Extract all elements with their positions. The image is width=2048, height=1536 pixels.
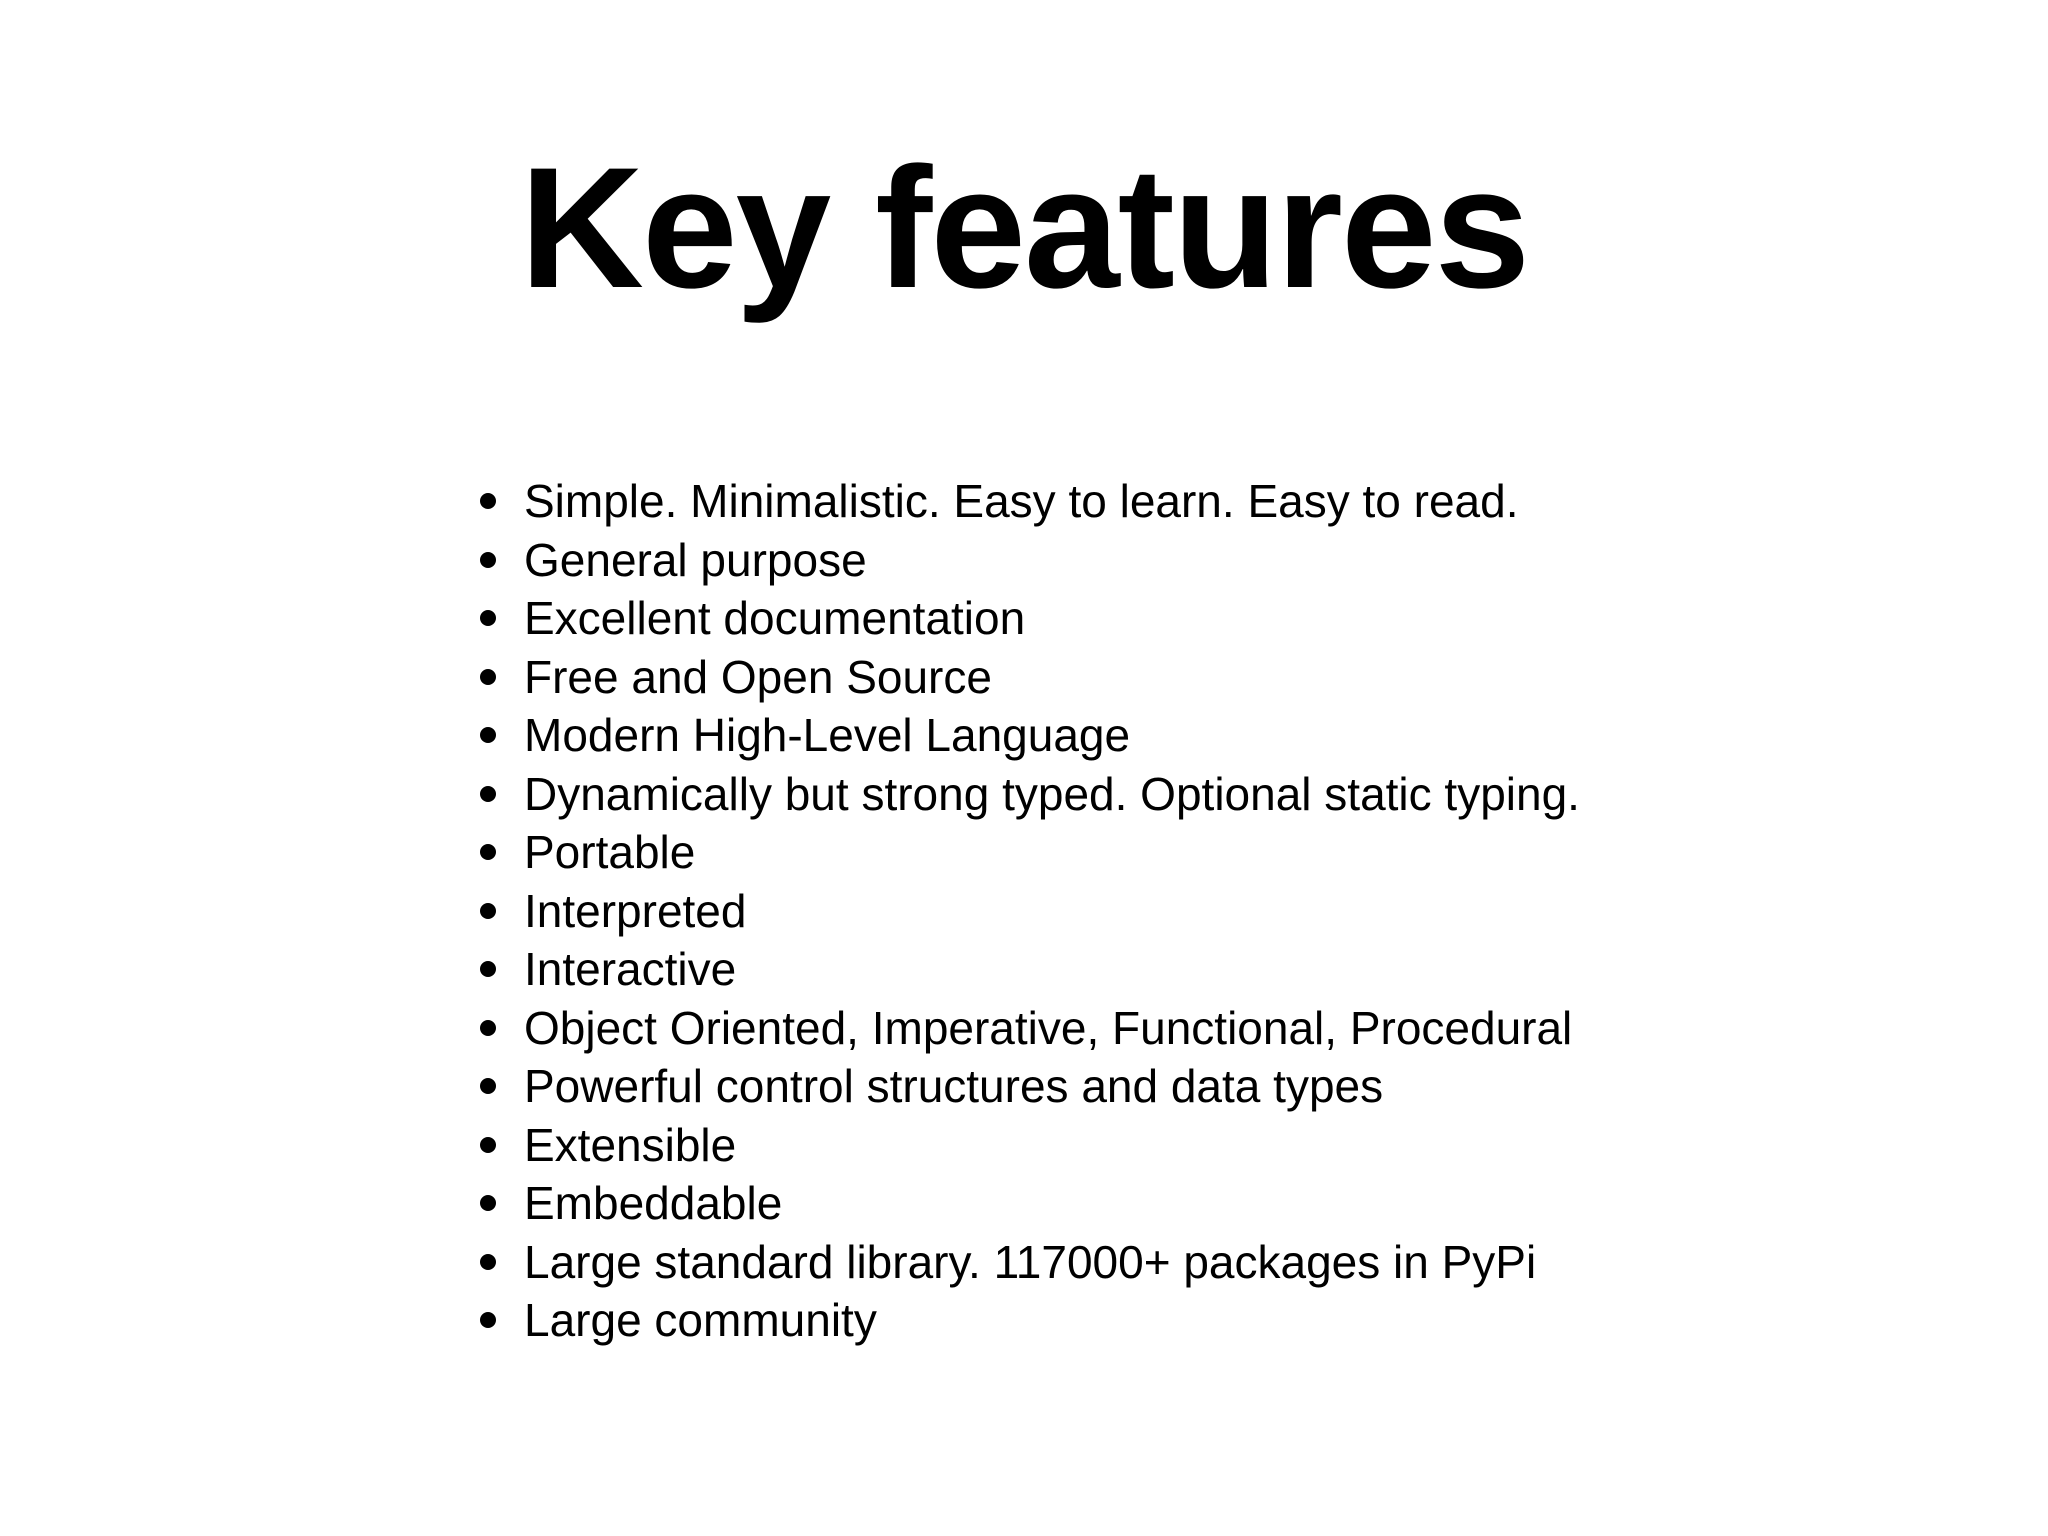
list-item-text: Large standard library. 117000+ packages in PyPi (524, 1235, 1537, 1288)
bullet-icon (480, 903, 496, 919)
list-item (480, 823, 1580, 882)
list-item-text: Excellent documentation (524, 592, 1026, 644)
list-item (480, 1174, 1580, 1233)
list-item-text: Object Oriented, Imperative, Functional, Procedural (524, 1001, 1573, 1054)
bullet-icon (480, 727, 496, 743)
list-item (480, 1291, 1580, 1350)
bullet-icon (480, 552, 496, 568)
bullet-icon (480, 844, 496, 860)
list-item-text: Modern High-Level Language (524, 709, 1131, 761)
feature-list (480, 472, 1580, 1350)
list-item (480, 1057, 1580, 1116)
list-item-text: Large community (524, 1294, 877, 1346)
list-item-text: Interpreted (524, 884, 747, 937)
list-item-text: Interactive (524, 943, 737, 995)
list-item-text: Simple. Minimalistic. Easy to learn. Easy to read. (524, 475, 1519, 527)
list-item (480, 589, 1580, 648)
bullet-icon (480, 1078, 496, 1094)
bullet-icon (480, 669, 496, 685)
list-item-text: Free and Open Source (524, 650, 992, 703)
list-item (480, 765, 1580, 824)
bullet-icon (480, 610, 496, 626)
bullet-icon (480, 786, 496, 802)
list-item (480, 706, 1580, 765)
bullet-icon (480, 1020, 496, 1036)
list-item-text: Extensible (524, 1118, 737, 1171)
list-item (480, 472, 1580, 531)
slide-title: Key features (519, 132, 1529, 324)
list-item-text: Powerful control structures and data types (524, 1060, 1384, 1112)
list-item-text: Portable (524, 826, 696, 878)
bullet-icon (480, 1254, 496, 1270)
bullet-icon (480, 1195, 496, 1211)
list-item-text: Dynamically but strong typed. Optional static typing. (524, 767, 1580, 820)
list-item-text: General purpose (524, 533, 867, 586)
bullet-icon (480, 493, 496, 509)
list-item (480, 882, 1580, 941)
bullet-icon (480, 1312, 496, 1328)
list-item (480, 648, 1580, 707)
bullet-icon (480, 1137, 496, 1153)
list-item (480, 999, 1580, 1058)
list-item-text: Embeddable (524, 1177, 783, 1229)
bullet-icon (480, 961, 496, 977)
list-item (480, 531, 1580, 590)
list-item (480, 1116, 1580, 1175)
list-item (480, 940, 1580, 999)
list-item (480, 1233, 1580, 1292)
